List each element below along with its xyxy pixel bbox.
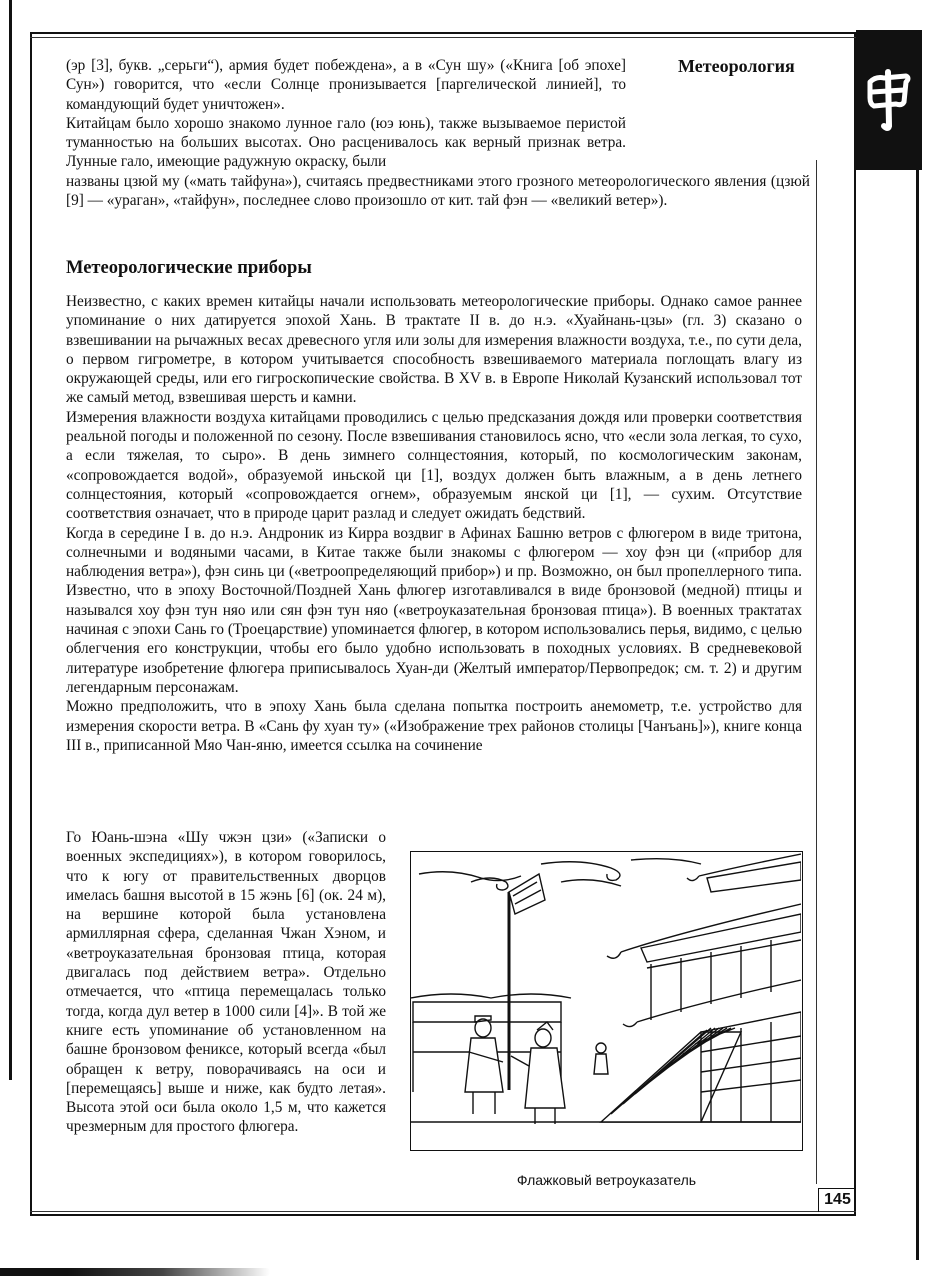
top-text xyxy=(66,56,810,210)
paragraph: Можно предположить, что в эпоху Хань была сделана попытка построить анемометр, т.е. устройство для измерения скорости ветра. В «Сань фу хуан ту» («Изображение трех районов столицы [Чанъань]»), книге конца III в., приписанной Мяо Чан-яню, имеется ссылка на сочинение xyxy=(66,698,802,754)
paragraph: Китайцам было хорошо знакомо лунное гало (юэ юнь), также вызываемое перистой туманностью на больших высотах. Оно расценивалось как верный признак ветра. Лунные гало, имеющие радужную окраску, были xyxy=(66,114,626,171)
chinese-glyph-icon xyxy=(862,68,916,132)
figure-illustration xyxy=(410,851,803,1151)
left-margin-rule xyxy=(9,0,12,1080)
paragraph: названы цзюй му («мать тайфуна»), считаясь предвестниками этого грозного метеорологического явления (цзюй [9] — «ураган», «тайфун», последнее слово произошло от кит. тай фэн — «великий ветер»). xyxy=(66,172,810,210)
frame-inner-bottom-rule xyxy=(30,1211,856,1212)
frame-inner-top-rule xyxy=(30,37,856,38)
figure-caption: Флажковый ветроуказатель xyxy=(516,1172,697,1188)
tab-edge-rule xyxy=(916,170,919,1260)
section-tab xyxy=(856,30,922,170)
body-text xyxy=(66,292,802,755)
paragraph: Когда в середине I в. до н.э. Андроник из Кирра воздвиг в Афинах Башню ветров с флюгером в виде тритона, солнечными и водяными часами, в Китае также были знакомы с флюгером — хоу фэн ци («прибор для наблюдения ветра»), фэн синь ци («ветроопределяющий прибор») и пр. Возможно, он был пропеллерного типа. Известно, что в эпоху Восточной/Поздней Хань флюгер изготавливался в виде бронзовой (медной) птицы и назывался хоу фэн тун няо или сян фэн тун няо («ветроуказательная бронзовая птица»). В военных трактатах начиная с эпохи Сань го (Троецарствие) упоминается флюгер, в котором использовались перья, видимо, с целью облегчения его конструкции, чтобы его было удобно использовать в походных условиях. В средневековой литературе изобретение флюгера приписывалось Хуан-ди (Желтый император/Первопредок; см. т. 2) и другим легендарным персонажам. xyxy=(66,524,802,696)
side-column-text xyxy=(66,828,386,1137)
scan-edge-stroke xyxy=(0,1268,270,1276)
paragraph: Неизвестно, с каких времен китайцы начали использовать метеорологические приборы. Однако самое раннее упоминание о них датируется эпохой Хань. В трактате II в. до н.э. «Хуайнань-цзы» (гл. 3) сказано о взвешивании на рычажных весах древесного угля или золы для измерения влажности воздуха, т.е., по сути дела, о первом гигрометре, в котором учитывается способность взвешиваемого материала поглощать влагу из окружающей среды, или его гигроскопические свойства. В XV в. в Европе Николай Кузанский использовал тот же самый метод, взвешивая шерсть и камни. xyxy=(66,293,802,407)
palace-weathervane-icon xyxy=(411,852,801,1149)
page-number: 145 xyxy=(818,1188,856,1212)
column-right-rule xyxy=(816,160,817,1184)
paragraph: Го Юань-шэна «Шу чжэн цзи» («Записки о военных экспедициях»), в котором говорилось, что к югу от правительственных дворцов имелась башня высотой в 15 жэнь [6] (ок. 24 м), на вершине которой была установлена армиллярная сфера, сделанная Чжан Хэном, и «ветроуказательная бронзовая птица, которая двигалась под действием ветра». Отдельно отмечается, что «птица перемещалась только тогда, когда дул ветер в 1000 сили [4]». В той же книге есть упоминание об установленном на башне бронзовом фениксе, который всегда «был обращен к ветру, поворачиваясь на оси и [перемещаясь] выше и ниже, как будто летая». Высота этой оси была около 1,5 м, что кажется чрезмерным для простого флюгера. xyxy=(66,829,386,1136)
paragraph: Измерения влажности воздуха китайцами проводились с целью предсказания дождя или проверки соответствия реальной погоды и положенной по сезону. После взвешивания становилось ясно, что «если зола легкая, то сухо, а если тяжелая, то сыро». В день зимнего солнцестояния, который, по космологическим законам, «сопровождается водой», образуемой иньской ци [1], воздух должен быть влажным, а в день летнего солнцестояния, который «сопровождается огнем», образуемым янской ци [1], — сухим. Отсутствие соответствия означает, что в природе царит разлад и следует ожидать бедствий. xyxy=(66,408,802,523)
paragraph: (эр [3], букв. „серьги“), армия будет побеждена», а в «Сун шу» («Книга [об эпохе] Сун») говорится, что «если Солнце пронизывается [паргелической линией], то командующий будет уничтожен». xyxy=(66,57,626,113)
section-heading: Метеорологические приборы xyxy=(66,258,312,278)
running-header: Метеорология xyxy=(678,56,795,76)
